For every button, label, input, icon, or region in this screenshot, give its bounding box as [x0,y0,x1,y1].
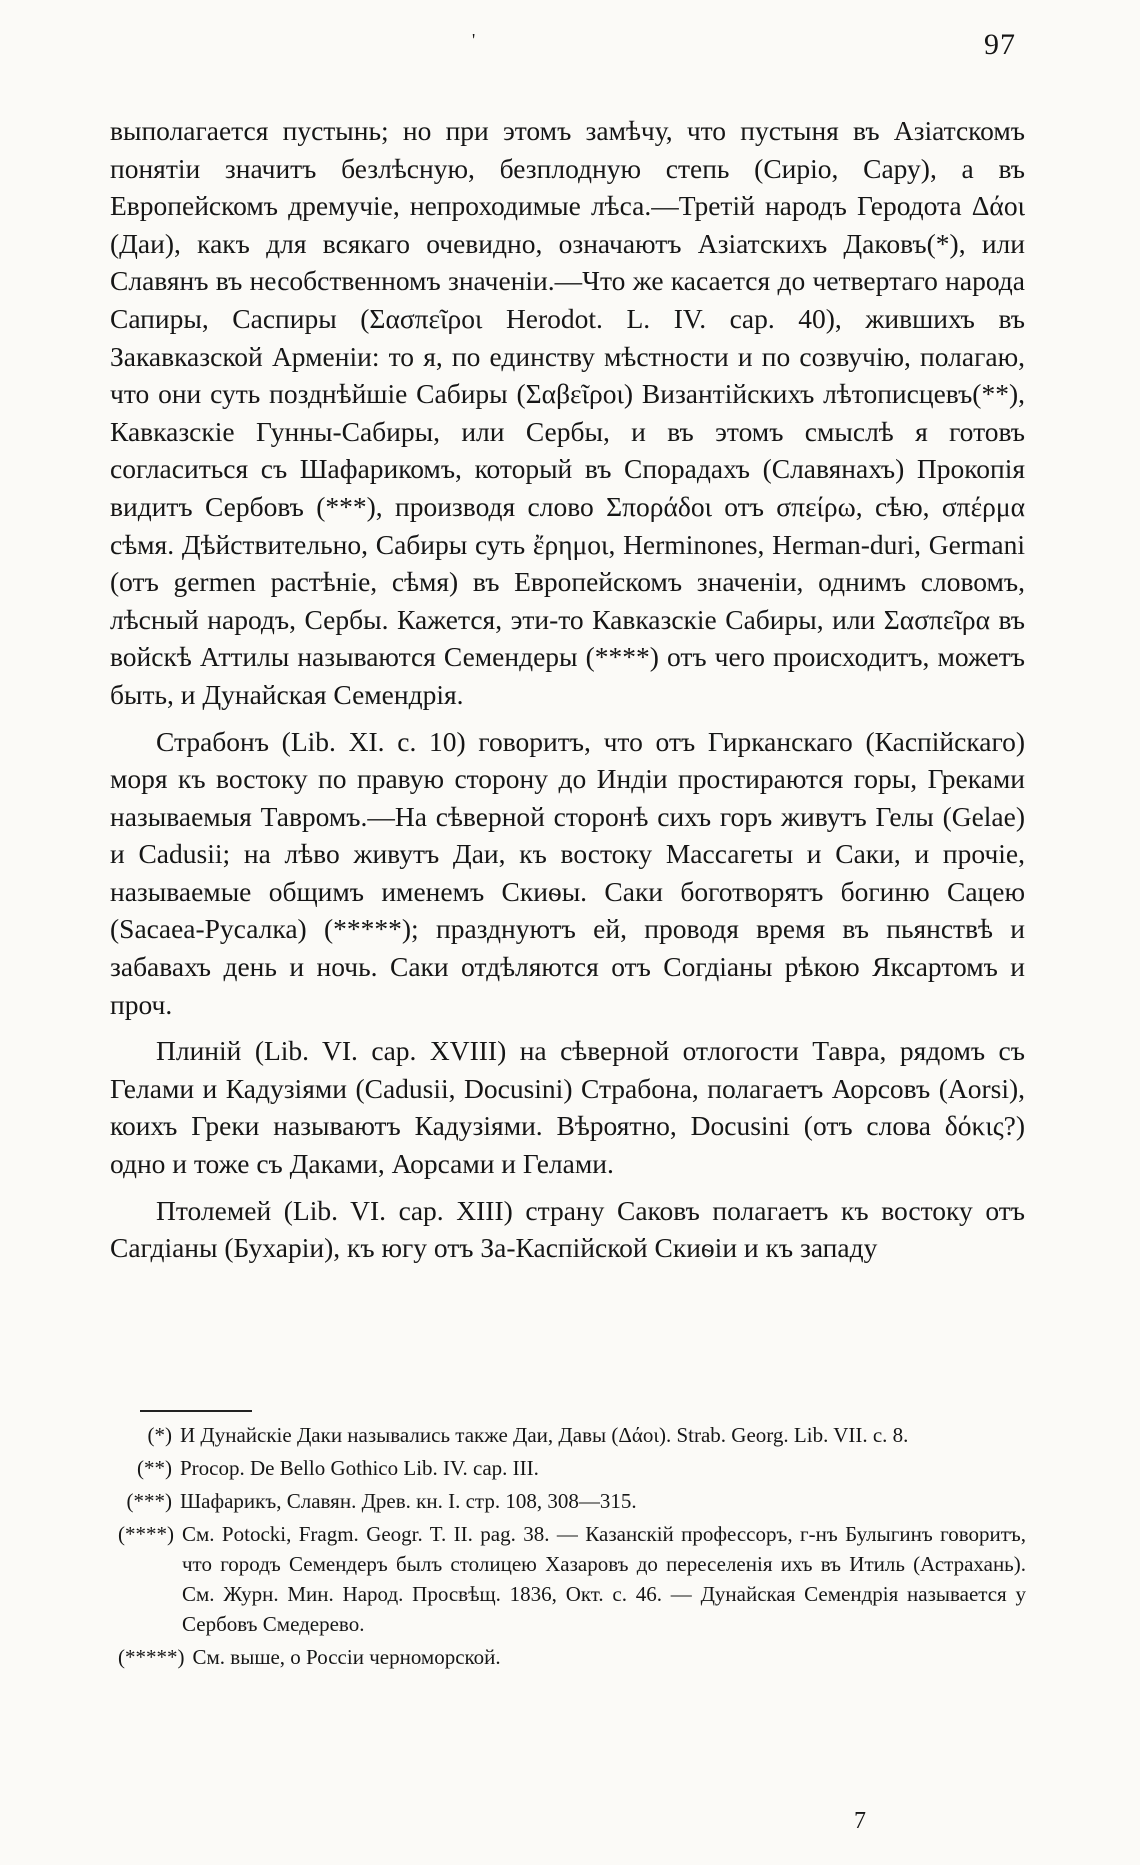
paragraph-1: выполагается пустынь; но при этомъ замѣчу, что пустыня въ Азіатскомъ понятіи значитъ безлѣсную, безплодную степь (Сиріо, Сару), а въ Европейскомъ дремучіе, непроходимые лѣса.—Третій народъ Геродота Δάοι (Даи), какъ для всякаго очевидно, означаютъ Азіатскихъ Даковъ(*), или Славянъ въ несобственномъ значеніи.—Что же касается до четвертаго народа Сапиры, Саспиры (Σασπεῖροι Herodot. L. IV. cap. 40), жившихъ въ Закавказской Арменіи: то я, по единству мѣстности и по созвучію, полагаю, что они суть позднѣйшіе Сабиры (Σαβεῖροι) Византійскихъ лѣтописцевъ(**), Кавказскіе Гунны-Сабиры, или Сербы, и въ этомъ смыслѣ я готовъ согласиться съ Шафарикомъ, который въ Спорадахъ (Славянахъ) Прокопія видитъ Сербовъ (***), производя слово Σποράδοι отъ σπείρω, сѣю, σπέρμα сѣмя. Дѣйствительно, Сабиры суть ἔρημοι, Herminones, Herman-duri, Germani (отъ germen растѣніе, сѣмя) въ Европейскомъ значеніи, однимъ словомъ, лѣсный народъ, Сербы. Кажется, эти-то Кавказскіе Сабиры, или Σασπεῖρα въ войскѣ Аттилы называются Семендеры (****) отъ чего происходитъ, можетъ быть, и Дунайская Семендрія. [110,115,1025,710]
footnote-mark: (*) [147,1423,172,1447]
footnote-5 [118,1642,1026,1672]
footnote-mark: (**) [137,1456,172,1480]
paragraph-2: Страбонъ (Lib. XI. c. 10) говоритъ, что отъ Гирканскаго (Каспійскаго) моря къ востоку по правую сторону до Индіи простираются горы, Греками называемыя Тавромъ.—На сѣверной сторонѣ сихъ горъ живутъ Гелы (Gelae) и Cadusii; на лѣво живутъ Даи, къ востоку Массагеты и Саки, и прочіе, называемые общимъ именемъ Скиѳы. Саки боготворятъ богиню Сацею (Sacaea-Русалка) (*****); празднуютъ ей, проводя время въ пьянствѣ и забавахъ день и ночь. Саки отдѣляются отъ Согдіаны рѣкою Яксартомъ и проч. [110,725,1025,1020]
footnote-text: См. выше, о Россіи черноморской. [192,1645,501,1669]
footnote-text: И Дунайскіе Даки назывались также Даи, Давы (Δάοι). Strab. Georg. Lib. VII. c. 8. [180,1423,909,1447]
footnote-4 [118,1519,1026,1639]
paragraph-3: Плиній (Lib. VI. cap. XVIII) на сѣверной отлогости Тавра, рядомъ съ Гелами и Кадузіями (Cadusii, Docusini) Страбона, полагаетъ Аорсовъ (Aorsi), коихъ Греки называютъ Кадузіями. Вѣроятно, Docusini (отъ слова δόκις?) одно и тоже съ Даками, Аорсами и Гелами. [110,1035,1025,1180]
footnote-3 [118,1486,1026,1516]
footnote-divider [140,1410,252,1412]
footnote-2 [118,1453,1026,1483]
footnote-text: Шафарикъ, Славян. Древ. кн. I. стр. 108, 308—315. [180,1489,637,1513]
main-text [110,112,1025,1267]
footnotes [118,1420,1026,1672]
footnote-text: См. Potocki, Fragm. Geogr. T. II. pag. 38. — Казанскій профессоръ, г-нъ Булыгинъ говоритъ, что городъ Семендеръ былъ столицею Хазаровъ до переселенія ихъ въ Итиль (Астрахань). См. Журн. Мин. Народ. Просвѣщ. 1836, Окт. с. 46. — Дунайская Семендрія называется у Сербовъ Смедерево. [182,1522,1026,1636]
footnote-text: Procop. De Bello Gothico Lib. IV. cap. III. [180,1456,539,1480]
margin-tick-mark: ' [472,30,476,50]
footnote-mark: (****) [118,1522,174,1546]
page-number: 97 [984,28,1016,61]
footnote-1 [118,1420,1026,1450]
footnote-mark: (***) [126,1489,172,1513]
footnote-mark: (*****) [118,1645,185,1669]
paragraph-4: Птолемей (Lib. VI. cap. XIII) страну Саковъ полагаетъ къ востоку отъ Сагдіаны (Бухаріи), къ югу отъ За-Каспійской Скиѳіи и къ западу [110,1194,1025,1264]
signature-mark: 7 [854,1808,866,1834]
